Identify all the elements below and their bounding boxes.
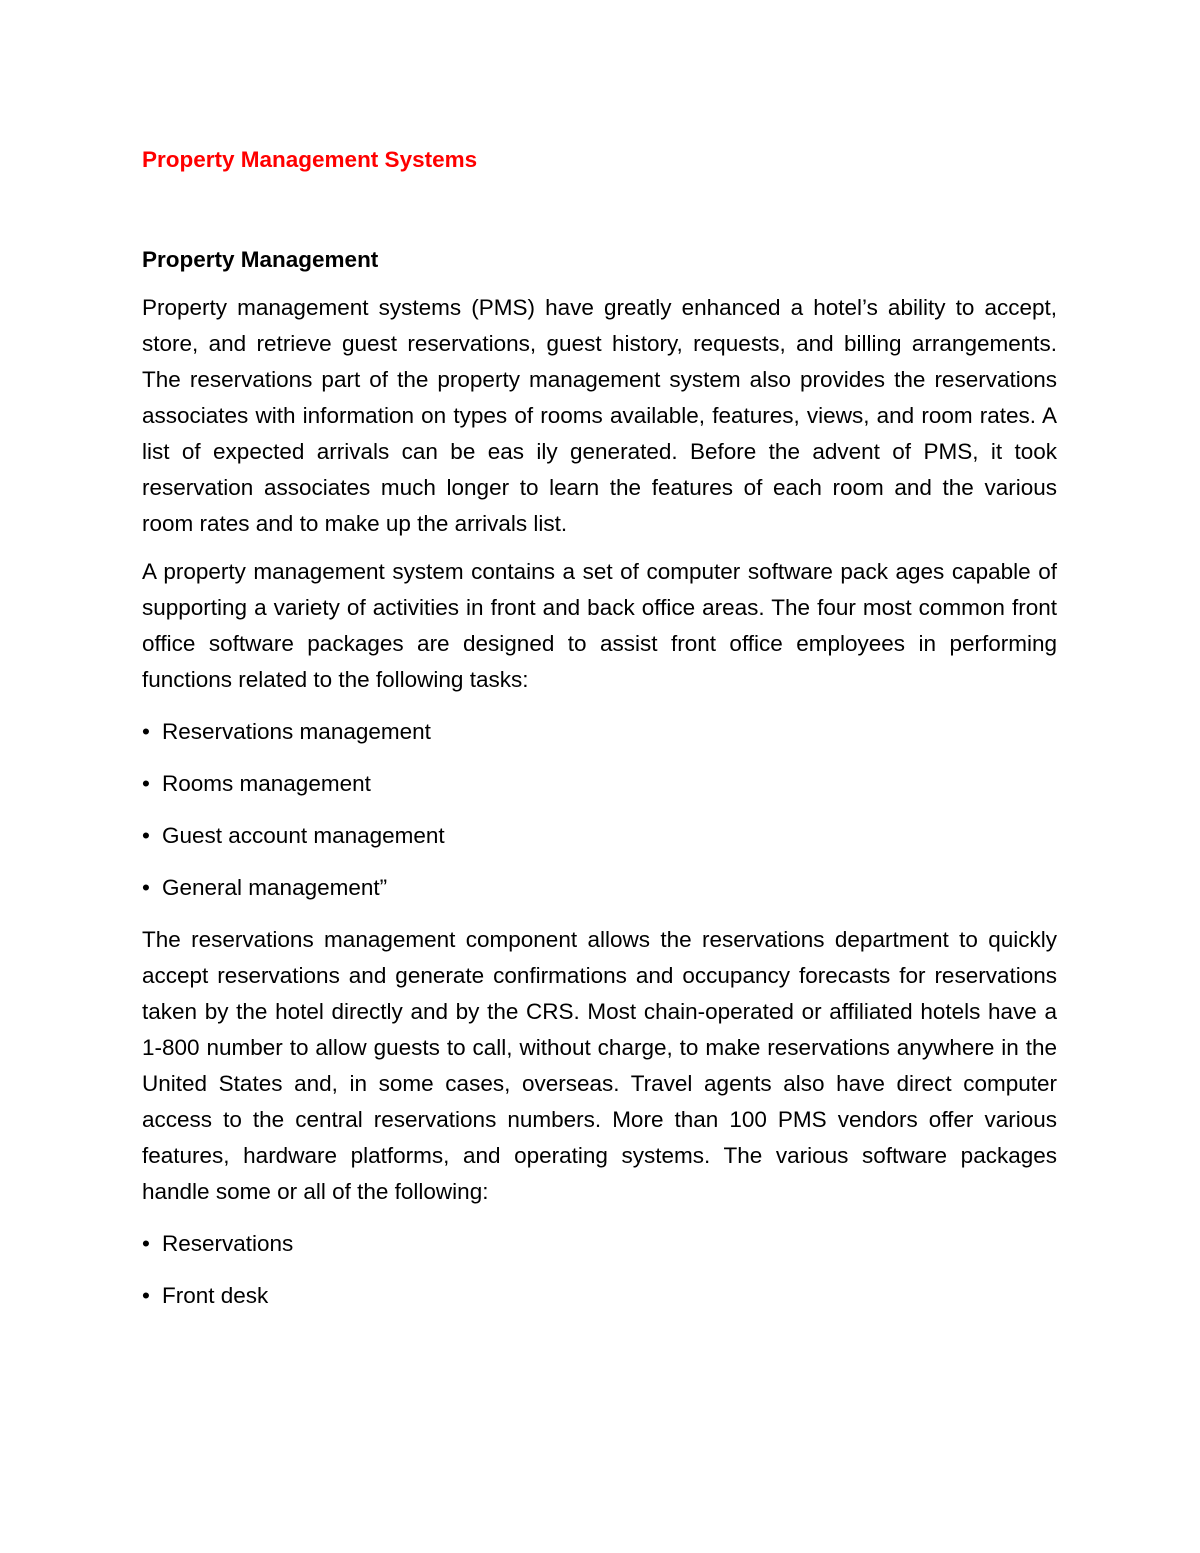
list-item bbox=[142, 714, 1057, 750]
list-item bbox=[142, 1226, 1057, 1262]
list-item bbox=[142, 870, 1057, 906]
bullet-icon: • bbox=[142, 719, 150, 744]
section-heading: Property Management bbox=[142, 247, 379, 272]
paragraph-pms-intro: Property management systems (PMS) have greatly enhanced a hotel’s ability to accept, store, and retrieve guest reservations, guest history, requests, and billing arrangements. The reservations part of the property management system also provides the reservations associates with information on types of rooms available, features, views, and room rates. A list of expected arrivals can be eas ily generated. Before the advent of PMS, it took reservation associates much longer to learn the features of each room and the various room rates and to make up the arrivals list. bbox=[142, 295, 1057, 536]
list-item-text: General management” bbox=[162, 875, 388, 900]
paragraph-reservations-component: The reservations management component allows the reservations department to quickly accept reservations and generate confirmations and occupancy forecasts for reservations taken by the hotel directly and by the CRS. Most chain-operated or affiliated hotels have a 1-800 number to allow guests to call, without charge, to make reservations anywhere in the United States and, in some cases, overseas. Travel agents also have direct computer access to the central reservations numbers. More than 100 PMS vendors offer various features, hardware platforms, and operating systems. The various software packages handle some or all of the following: bbox=[142, 927, 1057, 1204]
list-item-text: Reservations management bbox=[162, 719, 431, 744]
bullet-icon: • bbox=[142, 1283, 150, 1308]
list-item bbox=[142, 818, 1057, 854]
bullet-icon: • bbox=[142, 823, 150, 848]
list-item-text: Guest account management bbox=[162, 823, 445, 848]
list-item-text: Reservations bbox=[162, 1231, 294, 1256]
list-item bbox=[142, 766, 1057, 802]
list-item bbox=[142, 1278, 1057, 1314]
list-item-text: Rooms management bbox=[162, 771, 371, 796]
front-office-task-list bbox=[142, 714, 1057, 906]
document-title: Property Management Systems bbox=[142, 147, 478, 172]
document-body bbox=[142, 140, 1057, 1314]
bullet-icon: • bbox=[142, 771, 150, 796]
bullet-icon: • bbox=[142, 1231, 150, 1256]
list-item-text: Front desk bbox=[162, 1283, 269, 1308]
software-feature-list bbox=[142, 1226, 1057, 1314]
paragraph-pms-software: A property management system contains a set of computer software pack ages capable of supporting a variety of activities in front and back office areas. The four most common front office software packages are designed to assist front office employees in performing functions related to the following tasks: bbox=[142, 559, 1057, 692]
bullet-icon: • bbox=[142, 875, 150, 900]
